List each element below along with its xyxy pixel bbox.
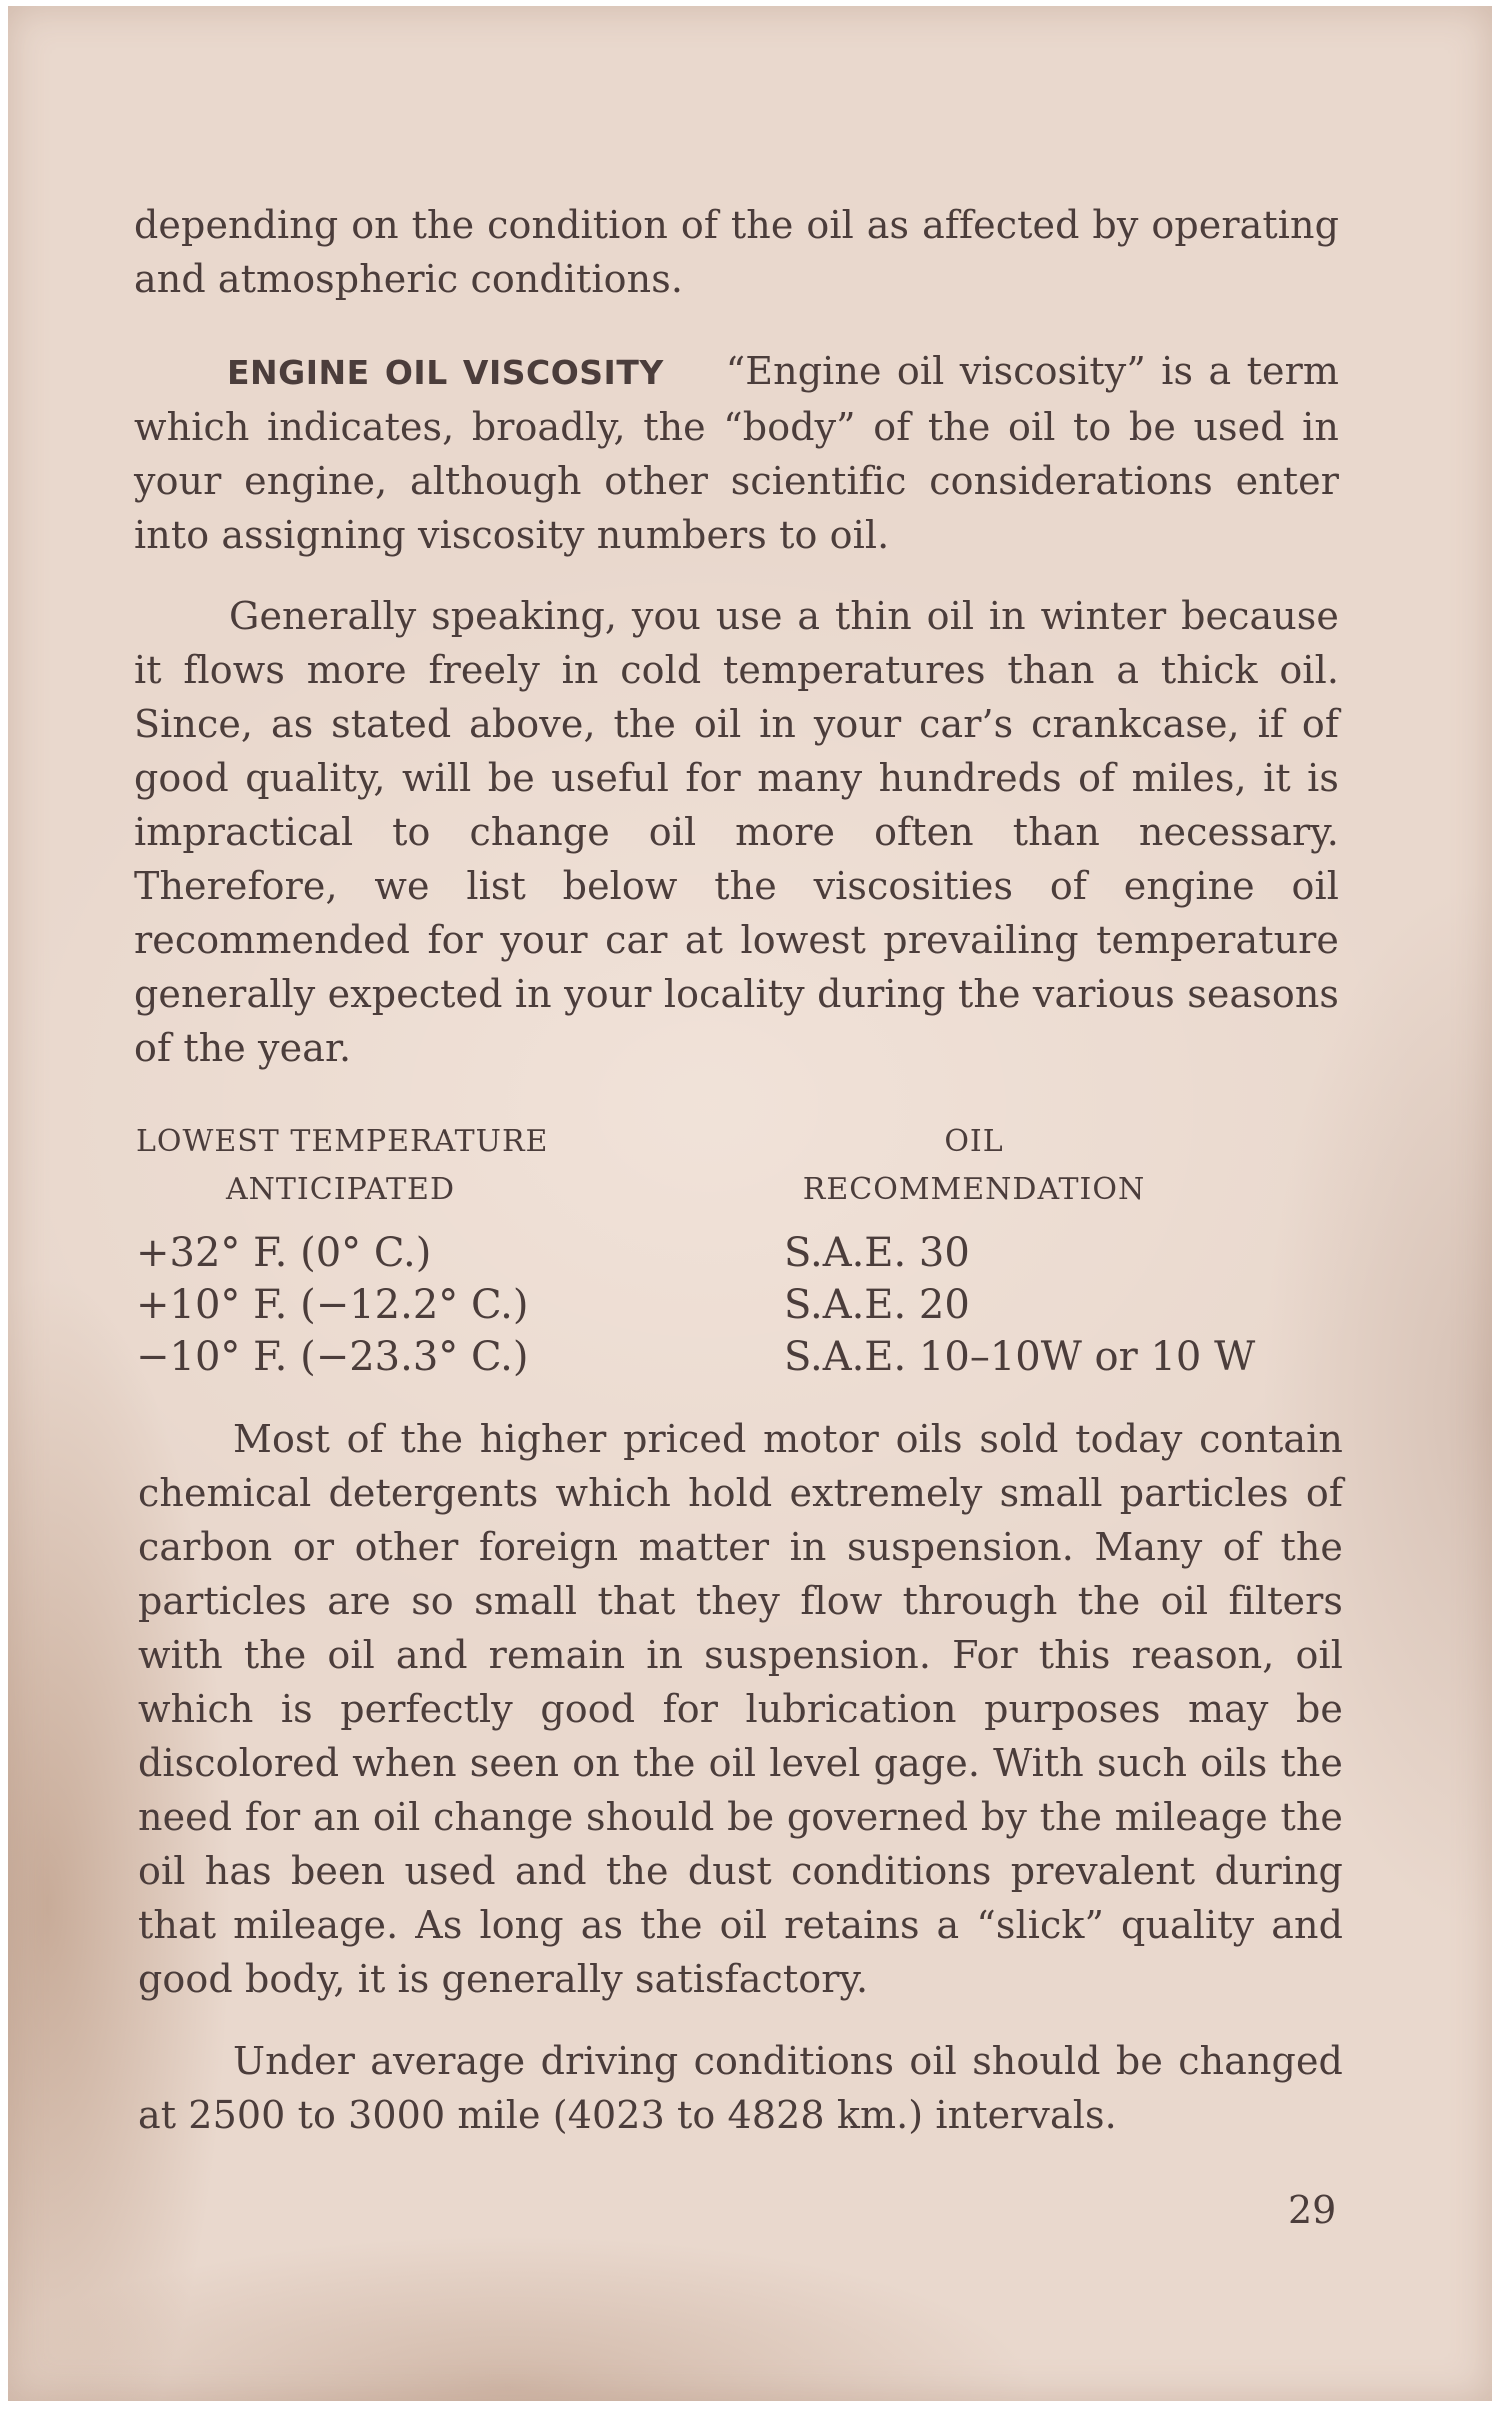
oil-column-header xyxy=(784,1118,1164,1214)
viscosity-paragraph xyxy=(134,344,1339,562)
section-heading: ENGINE OIL VISCOSITY xyxy=(227,353,664,392)
oil-header-line-2: RECOMMENDATION xyxy=(802,1172,1146,1207)
table-row-oil: S.A.E. 20 xyxy=(784,1282,970,1328)
intro-paragraph: depending on the condition of the oil as affected by operating and atmospheric conditions. xyxy=(134,203,1339,301)
generally-paragraph: Generally speaking, you use a thin oil in winter because it flows more freely in cold temperatures than a thick oil. Since, as stated above, the oil in your car’s crankcase, if of good quality, will be useful for many hundreds of miles, it is impractical to change oil more often than necessary. Therefore, we list below the viscosities of engine oil recommended for your car at lowest prevailing temperature generally expected in your locality during the various seasons of the year. xyxy=(134,594,1339,1070)
detergents-paragraph: Most of the higher priced motor oils sold today contain chemical detergents which hold extremely small particles of carbon or other foreign matter in suspension. Many of the particles are so small that they flow through the oil filters with the oil and remain in suspension. For this reason, oil which is perfectly good for lubrication purposes may be discolored when seen on the oil level gage. With such oils the need for an oil change should be governed by the mileage the oil has been used and the dust conditions prevalent during that mileage. As long as the oil retains a “slick” quality and good body, it is generally satisfactory. xyxy=(138,1417,1343,2001)
table-row-temperature: −10° F. (−23.3° C.) xyxy=(136,1334,529,1380)
table-row-temperature: +10° F. (−12.2° C.) xyxy=(136,1282,529,1328)
oil-header-line-1: OIL xyxy=(944,1124,1004,1159)
temperature-column-header xyxy=(136,1118,548,1214)
temperature-header-line-2: ANTICIPATED xyxy=(226,1172,455,1207)
table-row-temperature: +32° F. (0° C.) xyxy=(136,1230,432,1276)
manual-page xyxy=(8,6,1492,2401)
temperature-header-line-1: LOWEST TEMPERATURE xyxy=(136,1124,549,1159)
table-row-oil: S.A.E. 30 xyxy=(784,1230,970,1276)
page-number: 29 xyxy=(1288,2188,1337,2232)
interval-paragraph: Under average driving conditions oil should be changed at 2500 to 3000 mile (4023 to 4828 km.) intervals. xyxy=(138,2039,1343,2137)
table-row-oil: S.A.E. 10–10W or 10 W xyxy=(784,1334,1256,1380)
viscosity-text: “Engine oil viscosity” is a term which indicates, broadly, the “body” of the oil to be used in your engine, although other scientific considerations enter into assigning viscosity numbers to oil. xyxy=(134,349,1339,557)
